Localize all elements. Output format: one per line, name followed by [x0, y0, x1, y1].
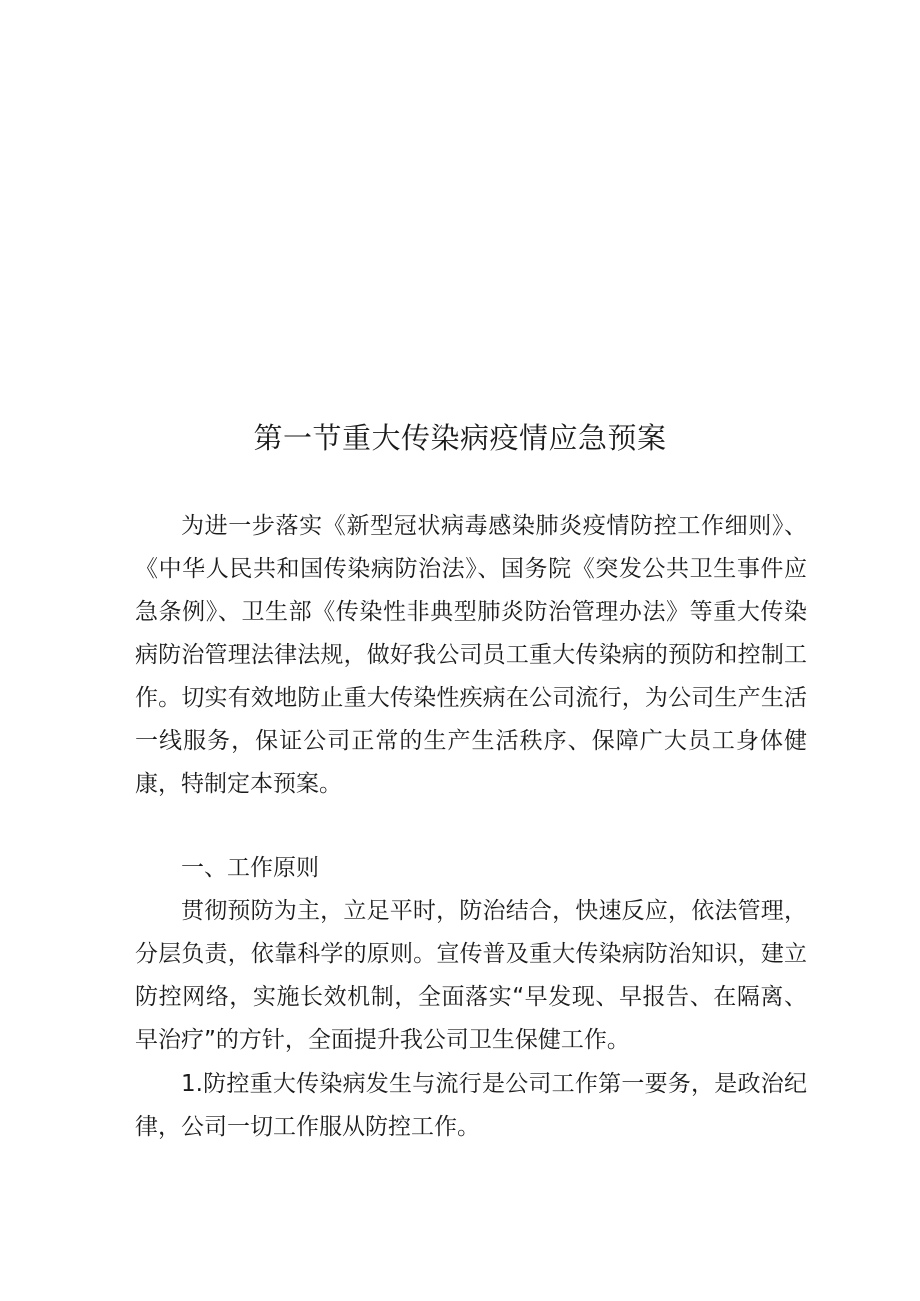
list-item: 1.防控重大传染病发生与流行是公司工作第一要务，是政治纪律，公司一切工作服从防控工作。 — [135, 1071, 807, 1140]
principle-paragraph: 贯彻预防为主，立足平时，防治结合，快速反应，依法管理，分层负责，依靠科学的原则。宣传普及重大传染病防治知识，建立防控网络，实施长效机制，全面落实“早发现、早报告、在隔离、早治疗”的方针，全面提升我公司卫生保健工作。 — [135, 898, 807, 1053]
section-heading: 一、工作原则 — [181, 855, 319, 881]
intro-paragraph: 为进一步落实《新型冠状病毒感染肺炎疫情防控工作细则》、《中华人民共和国传染病防治法》、国务院《突发公共卫生事件应急条例》、卫生部《传染性非典型肺炎防治管理办法》等重大传染病防治管理法律法规，做好我公司员工重大传染病的预防和控制工作。切实有效地防止重大传染性疾病在公司流行，为公司生产生活一线服务，保证公司正常的生产生活秩序、保障广大员工身体健康，特制定本预案。 — [135, 513, 807, 797]
document-title: 第一节重大传染病疫情应急预案 — [253, 421, 667, 455]
